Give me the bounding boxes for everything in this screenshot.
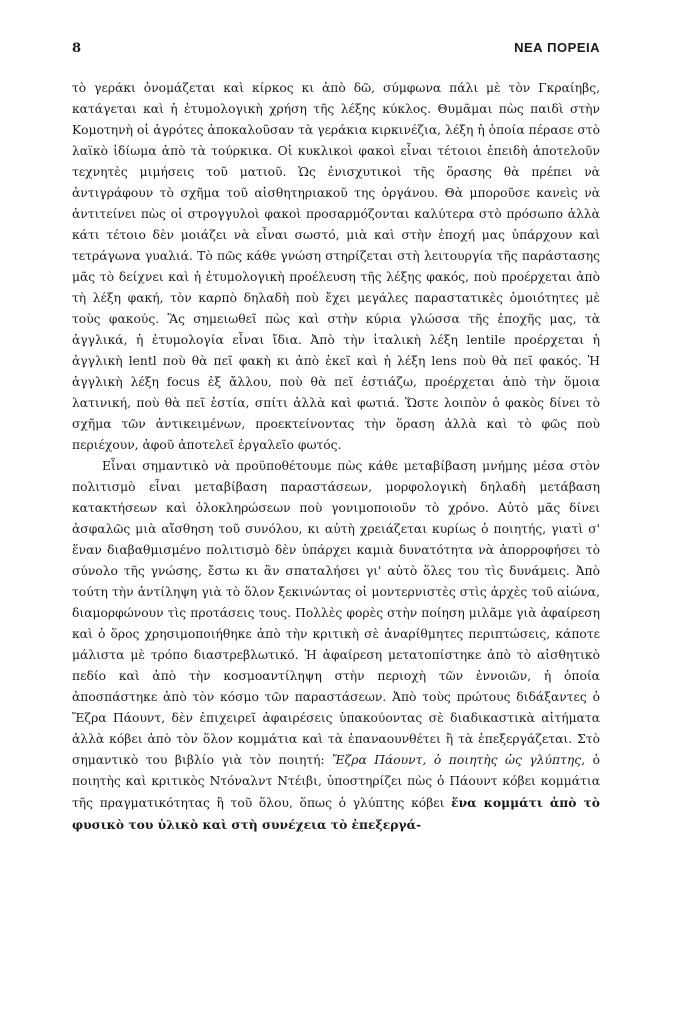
paragraph-2 [72,456,600,836]
paragraph-2-after-title: , ὁ ποιητὴς καὶ κριτικὸς Ντόναλντ Ντέιβι, ὑποστηρίζει πὼς ὁ Πάουντ κόβει κομμάτια τῆς πραγματικότητας ἢ τοῦ ὅλου, ὅπως ὁ γλύπτης κόβει [72,753,600,810]
page-number: 8 [72,41,82,56]
page [72,40,600,836]
paragraph-1: τὸ γεράκι ὀνομάζεται καὶ κίρκος κι ἀπὸ δῶ, σύμφωνα πάλι μὲ τὸν Γκραίηβς, κατάγεται καὶ ἡ ἐτυμολογικὴ χρήση τῆς λέξης κύκλος. Θυμᾶμαι πὼς παιδὶ στὴν Κομοτηνὴ οἱ ἀγρότες ἀποκαλοῦσαν τὰ γεράκια κιρκινέζια, λέξη ἡ ὁποία πέρασε στὸ λαϊκὸ ἰδίωμα ἀπὸ τὰ τούρκικα. Οἱ κυκλικοὶ φακοὶ εἶναι τέτοιοι ἐπειδὴ ἀποτελοῦν τεχνητὲς μιμήσεις τοῦ ματιοῦ. Ὡς ἐνισχυτικοὶ τῆς ὅρασης θὰ πρέπει νὰ ἀντιγράφουν τὸ σχῆμα τοῦ αἰσθητηριακοῦ της ὀργάνου. Θὰ μποροῦσε κανεὶς νὰ ἀντιτείνει πὼς οἱ στρογγυλοὶ φακοὶ προσαρμόζονται καλύτερα στὸ πρόσωπο ἀλλὰ κάτι τέτοιο δὲν μοιάζει νὰ εἶναι σωστό, μιὰ καὶ στὴν ἐποχή μας ὑπάρχουν καὶ τετράγωνα γυαλιά. Τὸ πῶς κάθε γνώση στηρίζεται στὴ λειτουργία τῆς παράστασης μᾶς τὸ δείχνει καὶ ἡ ἐτυμολογικὴ προέλευση τῆς λέξης φακός, ποὺ προέρχεται ἀπὸ τὴ λέξη φακή, τὸν καρπὸ δηλαδὴ ποὺ ἔχει μεγάλες παραστατικὲς ὁμοιότητες μὲ τοὺς φακούς. Ἂς σημειωθεῖ πὼς καὶ στὴν κύρια γλώσσα τῆς ἐποχῆς μας, τὰ ἀγγλικά, ἡ ἐτυμολογία εἶναι ἴδια. Ἀπὸ τὴν ἰταλικὴ λέξη lentile προέρχεται ἡ ἀγγλικὴ lentl ποὺ θὰ πεῖ φακὴ κι ἀπὸ ἐκεῖ καὶ ἡ λέξη lens ποὺ θὰ πεῖ φακός. Ἡ ἀγγλικὴ λέξη focus ἐξ ἄλλου, ποὺ θὰ πεῖ ἑστιάζω, προέρχεται ἀπὸ τὴν ὅμοια λατινική, ποὺ θὰ πεῖ ἑστία, σπίτι ἀλλὰ καὶ φωτιά. Ὥστε λοιπὸν ὁ φακὸς δίνει τὸ σχῆμα τῶν ἀντικειμένων, προεκτείνοντας τὴν ὅραση ἀλλὰ καὶ τὸ φῶς ποὺ περιέχουν, ἀφοῦ ἀποτελεῖ ἐργαλεῖο φωτός. [72,81,600,452]
running-title: ΝΕΑ ΠΟΡΕΙΑ [514,40,600,55]
book-title: Ἔζρα Πάουντ, ὁ ποιητὴς ὡς γλύπτης [332,753,582,767]
page-header [72,40,600,68]
body-text [72,78,600,836]
paragraph-2-main: Εἶναι σημαντικὸ νὰ προϋποθέτουμε πὼς κάθε μεταβίβαση μνήμης μέσα στὸν πολιτισμὸ εἶναι μεταβίβαση παραστάσεων, μορφολογικὴ δηλαδὴ μετάβαση κατακτήσεων καὶ ὁλοκληρώσεων ποὺ γονιμοποιοῦν τὸ χρόνο. Αὐτὸ μᾶς δίνει ἀσφαλῶς μιὰ αἴσθηση τοῦ συνόλου, κι αὐτὴ χρειάζεται κυρίως ὁ ποιητής, γιατὶ σ' ἕναν διαβαθμισμένο πολιτισμὸ δὲν ὑπάρχει καμιὰ δυνατότητα νὰ ἀπορροφήσει τὸ σύνολο τῆς γνώσης, ἔστω κι ἂν σπαταλήσει γι' αὐτὸ ὅλες του τὶς δυνάμεις. Ἀπὸ τούτη τὴν ἀντίληψη γιὰ τὸ ὅλον ξεκινώντας οἱ μοντερνιστὲς στὶς ἀρχὲς τοῦ αἰώνα, διαμορφώνουν τὶς προτάσεις τους. Πολλὲς φορὲς στὴν ποίηση μιλᾶμε γιὰ ἀφαίρεση καὶ ὁ ὅρος χρησιμοποιήθηκε ἀπὸ τὴν κριτικὴ σὲ ἀναρίθμητες περιπτώσεις, κάποτε μάλιστα μὲ τρόπο διαστρεβλωτικό. Ἡ ἀφαίρεση μετατοπίστηκε ἀπὸ τὸ αἰσθητικὸ πεδίο καὶ ἀπὸ τὴν κοσμοαντίληψη στὴν περιοχὴ τῶν ἐννοιῶν, ἡ ὁποία ἀποσπάστηκε ἀπὸ τὸν κόσμο τῶν παραστάσεων. Ἀπὸ τοὺς πρώτους διδάξαντες ὁ Ἔζρα Πάουντ, δὲν ἐπιχειρεῖ ἀφαιρέσεις ὑπακούοντας σὲ διαδικαστικὰ αἰτήματα ἀλλὰ κόβει ἀπὸ τὸν ὅλον κομμάτια καὶ τὰ ἐπαναουνθέτει ἢ τὰ ἐπεξεργάζεται. Στὸ σημαντικὸ του βιβλίο γιὰ τὸν ποιητή: [72,459,600,767]
paragraph-2-bold-tail: ἕνα κομμάτι ἀπὸ τὸ φυσικὸ του ὑλικὸ καὶ στὴ συνέχεια τὸ ἐπεξεργά- [72,795,601,832]
